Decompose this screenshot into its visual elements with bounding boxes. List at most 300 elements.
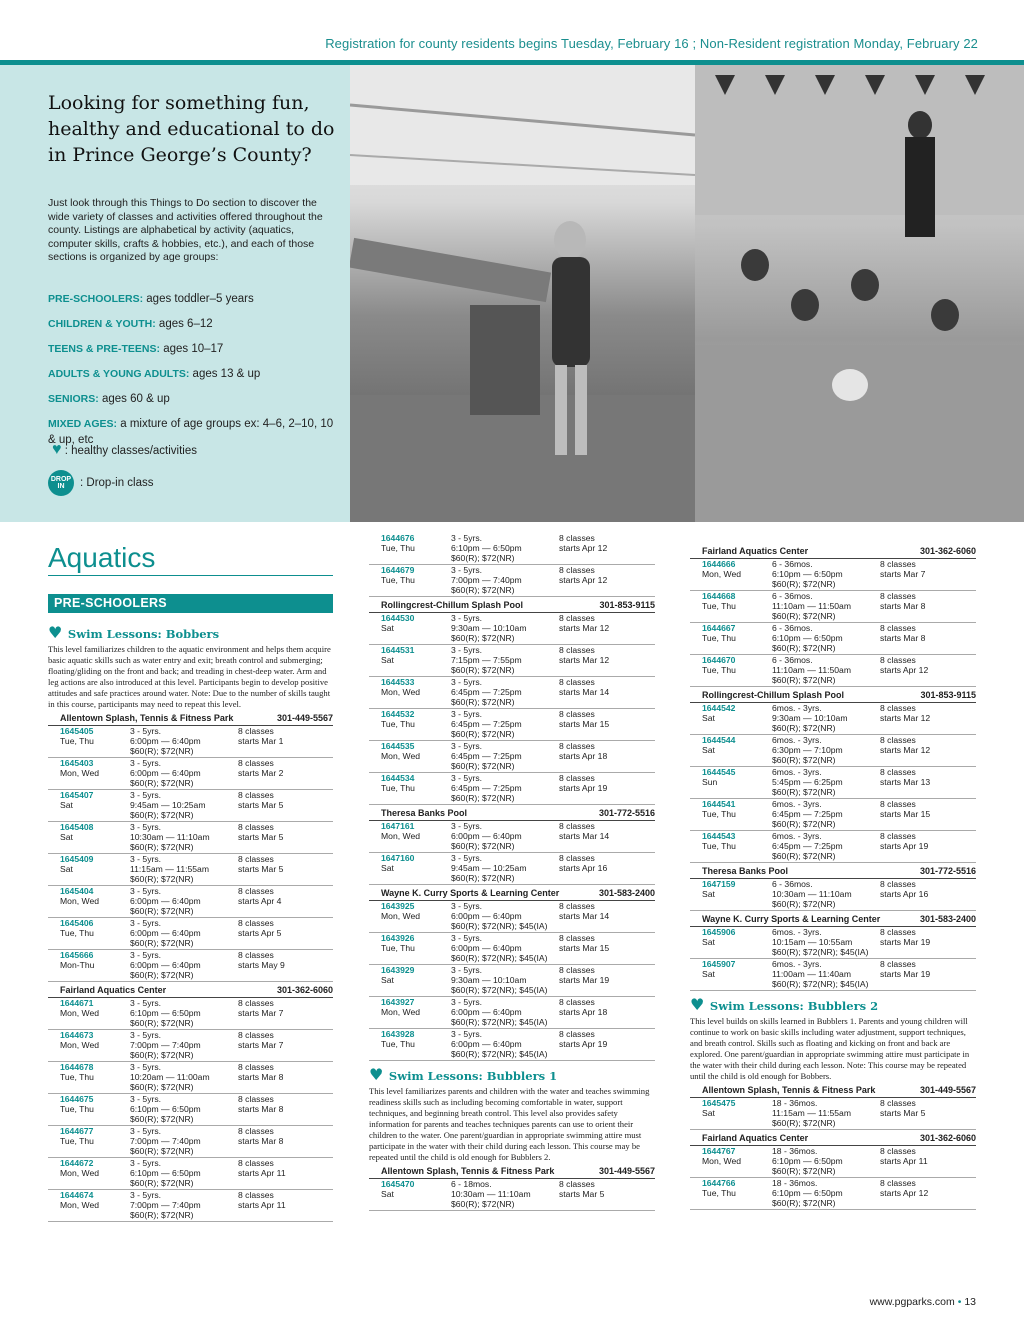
class-listing [690, 959, 976, 991]
class-listing [690, 799, 976, 831]
class-fee: $60(R); $72(NR); $45(IA) [451, 953, 548, 963]
class-days: Sat [381, 975, 394, 985]
class-listing [369, 709, 655, 741]
class-spacer [238, 842, 333, 852]
class-time: 7:00pm — 7:40pm [130, 1040, 201, 1050]
class-time: 9:30am — 10:10am [772, 713, 848, 723]
class-spacer [238, 1050, 333, 1060]
class-spacer [238, 1018, 333, 1028]
class-start: starts Mar 19 [559, 975, 610, 985]
class-start: starts Apr 16 [880, 889, 929, 899]
class-count: 8 classes [880, 1178, 916, 1188]
class-spacer [60, 1210, 130, 1220]
class-days: Tue, Thu [702, 601, 736, 611]
class-spacer [381, 1017, 451, 1027]
class-count: 8 classes [559, 533, 595, 543]
class-start: starts Apr 19 [559, 1039, 608, 1049]
class-time: 7:00pm — 7:40pm [130, 1136, 201, 1146]
class-age: 3 - 5yrs. [130, 1158, 162, 1168]
class-fee: $60(R); $72(NR) [772, 787, 836, 797]
location-name: Fairland Aquatics Center [60, 985, 167, 995]
class-spacer [880, 1166, 976, 1176]
class-fee: $60(R); $72(NR) [772, 851, 836, 861]
class-spacer [238, 1146, 333, 1156]
location-name: Allentown Splash, Tennis & Fitness Park [702, 1085, 876, 1095]
class-spacer [702, 1166, 772, 1176]
class-time: 5:45pm — 6:25pm [772, 777, 843, 787]
class-id: 1644674 [60, 1190, 94, 1200]
class-start: starts May 9 [238, 960, 285, 970]
class-heading-text: Swim Lessons: Bubblers 1 [388, 1069, 558, 1083]
class-id: 1644670 [702, 655, 736, 665]
class-time: 6:30pm — 7:10pm [772, 745, 843, 755]
class-time: 6:45pm — 7:25pm [451, 687, 522, 697]
class-count: 8 classes [238, 1030, 274, 1040]
class-listing [369, 853, 655, 885]
class-spacer [880, 1198, 976, 1208]
class-count: 8 classes [238, 1126, 274, 1136]
class-spacer [880, 819, 976, 829]
class-fee: $60(R); $72(NR) [451, 873, 515, 883]
class-spacer [559, 793, 655, 803]
class-fee: $60(R); $72(NR) [130, 1146, 194, 1156]
class-listing [48, 1126, 333, 1158]
class-age: 3 - 5yrs. [451, 773, 483, 783]
location-header [48, 985, 333, 998]
class-listing [48, 950, 333, 982]
class-days: Sat [702, 745, 715, 755]
class-start: starts Apr 11 [880, 1156, 928, 1166]
class-id: 1645407 [60, 790, 94, 800]
class-spacer [702, 1118, 772, 1128]
class-fee: $60(R); $72(NR) [130, 1018, 194, 1028]
class-spacer [381, 841, 451, 851]
class-start: starts Apr 19 [559, 783, 608, 793]
class-time: 6:00pm — 6:40pm [451, 1039, 522, 1049]
class-time: 9:45am — 10:25am [130, 800, 206, 810]
class-count: 8 classes [559, 1029, 595, 1039]
class-spacer [559, 633, 655, 643]
class-spacer [381, 553, 451, 563]
class-count: 8 classes [238, 918, 274, 928]
class-count: 8 classes [238, 822, 274, 832]
class-fee: $60(R); $72(NR) [130, 970, 194, 980]
class-start: starts Mar 1 [238, 736, 284, 746]
class-listing [48, 998, 333, 1030]
class-days: Mon, Wed [381, 1007, 421, 1017]
age-group-item [48, 341, 338, 357]
age-group-item [48, 316, 338, 332]
class-days: Sat [702, 937, 715, 947]
class-id: 1644531 [381, 645, 415, 655]
class-count: 8 classes [238, 758, 274, 768]
class-age: 3 - 5yrs. [451, 997, 483, 1007]
class-id: 1647159 [702, 879, 736, 889]
class-days: Mon, Wed [702, 1156, 742, 1166]
class-count: 8 classes [880, 591, 916, 601]
class-spacer [381, 697, 451, 707]
hero-body: Just look through this Things to Do section to discover the wide variety of classes and activities offered throughout the county. Listings are alphabetical by activity (aquatics, computer skills, crafts & hobbies, etc.), and each of those sections is organized by age groups: [48, 197, 323, 263]
class-days: Sun [702, 777, 718, 787]
class-start: starts Mar 12 [880, 745, 931, 755]
class-time: 6:00pm — 6:40pm [451, 911, 522, 921]
class-time: 6:00pm — 6:40pm [451, 831, 522, 841]
class-age: 3 - 5yrs. [451, 709, 483, 719]
class-age: 6mos. - 3yrs. [772, 767, 822, 777]
class-spacer [559, 841, 655, 851]
class-spacer [60, 778, 130, 788]
swimming-photo [695, 65, 1024, 522]
class-id: 1645475 [702, 1098, 736, 1108]
class-time: 10:30am — 11:10am [772, 889, 852, 899]
class-start: starts Mar 5 [559, 1189, 605, 1199]
footer-separator: • [957, 1296, 962, 1308]
class-spacer [880, 979, 976, 989]
class-id: 1644535 [381, 741, 415, 751]
class-start: starts Apr 12 [880, 665, 929, 675]
class-spacer [702, 899, 772, 909]
class-fee: $60(R); $72(NR) [130, 1210, 194, 1220]
class-spacer [559, 729, 655, 739]
class-id: 1644532 [381, 709, 415, 719]
class-listing [48, 1190, 333, 1222]
class-count: 8 classes [880, 799, 916, 809]
class-heading [369, 1065, 655, 1084]
class-count: 8 classes [238, 790, 274, 800]
class-days: Mon, Wed [702, 569, 742, 579]
class-listing [48, 886, 333, 918]
class-start: starts Mar 19 [880, 937, 931, 947]
class-listing [690, 655, 976, 687]
class-spacer [381, 633, 451, 643]
class-start: starts Apr 12 [880, 1188, 929, 1198]
class-spacer [880, 787, 976, 797]
page-footer [870, 1296, 976, 1308]
class-listing [48, 1158, 333, 1190]
class-days: Sat [381, 863, 394, 873]
class-days: Tue, Thu [60, 1136, 94, 1146]
class-age: 6 - 36mos. [772, 655, 813, 665]
class-spacer [702, 643, 772, 653]
class-id: 1645406 [60, 918, 94, 928]
class-id: 1644544 [702, 735, 736, 745]
class-count: 8 classes [880, 703, 916, 713]
class-id: 1645409 [60, 854, 94, 864]
class-fee: $60(R); $72(NR) [451, 665, 515, 675]
class-fee: $60(R); $72(NR) [130, 906, 194, 916]
class-heading [48, 623, 333, 642]
class-days: Tue, Thu [702, 809, 736, 819]
class-id: 1643925 [381, 901, 415, 911]
class-spacer [880, 755, 976, 765]
class-listing [369, 901, 655, 933]
class-start: starts Apr 18 [559, 751, 608, 761]
class-days: Mon-Thu [60, 960, 95, 970]
class-count: 8 classes [238, 854, 274, 864]
class-start: starts Mar 12 [559, 623, 610, 633]
class-id: 1647160 [381, 853, 415, 863]
class-age: 3 - 5yrs. [451, 821, 483, 831]
class-time: 6:45pm — 7:25pm [772, 809, 843, 819]
class-start: starts Mar 7 [880, 569, 926, 579]
class-days: Tue, Thu [381, 719, 415, 729]
class-start: starts Mar 5 [238, 832, 284, 842]
location-phone: 301-362-6060 [919, 546, 976, 556]
class-id: 1644666 [702, 559, 736, 569]
class-listing [369, 1029, 655, 1061]
class-time: 11:10am — 11:50am [772, 665, 851, 675]
class-listing [690, 1178, 976, 1210]
class-spacer [60, 1114, 130, 1124]
class-listing [690, 591, 976, 623]
class-listing [690, 703, 976, 735]
age-group-range: ages 60 & up [98, 393, 170, 405]
location-phone: 301-449-5567 [919, 1085, 976, 1095]
class-listing [48, 758, 333, 790]
age-group-label: MIXED AGES: [48, 418, 118, 430]
class-start: starts Mar 19 [880, 969, 931, 979]
class-spacer [60, 938, 130, 948]
class-age: 3 - 5yrs. [130, 1062, 162, 1072]
class-start: starts Mar 14 [559, 831, 610, 841]
class-id: 1644542 [702, 703, 736, 713]
class-start: starts Apr 4 [238, 896, 282, 906]
class-spacer [381, 873, 451, 883]
class-id: 1644543 [702, 831, 736, 841]
class-listing [369, 533, 655, 565]
class-days: Tue, Thu [381, 1039, 415, 1049]
class-spacer [381, 793, 451, 803]
class-spacer [381, 665, 451, 675]
class-id: 1644534 [381, 773, 415, 783]
class-days: Mon, Wed [60, 768, 100, 778]
location-phone: 301-583-2400 [919, 914, 976, 924]
class-spacer [60, 906, 130, 916]
class-spacer [238, 938, 333, 948]
class-time: 9:30am — 10:10am [451, 623, 527, 633]
class-time: 6:45pm — 7:25pm [451, 719, 522, 729]
location-header [369, 600, 655, 613]
class-listing [48, 1062, 333, 1094]
class-count: 8 classes [559, 677, 595, 687]
class-count: 8 classes [559, 645, 595, 655]
class-fee: $60(R); $72(NR) [451, 841, 515, 851]
class-spacer [880, 579, 976, 589]
class-time: 6:10pm — 6:50pm [130, 1168, 201, 1178]
class-listing [690, 623, 976, 655]
class-spacer [702, 675, 772, 685]
age-group-range: ages 10–17 [160, 343, 224, 355]
class-start: starts Mar 5 [238, 800, 284, 810]
class-spacer [381, 729, 451, 739]
class-time: 6:10pm — 6:50pm [772, 633, 843, 643]
gymnastics-photo [350, 65, 695, 522]
location-header [690, 1133, 976, 1146]
class-days: Tue, Thu [381, 943, 415, 953]
class-age: 18 - 36mos. [772, 1178, 818, 1188]
class-start: starts Apr 18 [559, 1007, 608, 1017]
class-spacer [880, 947, 976, 957]
class-fee: $60(R); $72(NR) [130, 746, 194, 756]
registration-notice: Registration for county residents begins Tuesday, February 16 ; Non-Resident registration Monday, February 22 [325, 36, 978, 51]
class-spacer [238, 1114, 333, 1124]
location-name: Allentown Splash, Tennis & Fitness Park [60, 713, 234, 723]
class-listing [48, 1030, 333, 1062]
class-spacer [238, 810, 333, 820]
class-start: starts Mar 15 [880, 809, 931, 819]
class-age: 3 - 5yrs. [451, 565, 483, 575]
class-spacer [559, 697, 655, 707]
class-id: 1645470 [381, 1179, 415, 1189]
class-fee: $60(R); $72(NR) [130, 778, 194, 788]
class-spacer [381, 921, 451, 931]
section-title: Aquatics [48, 542, 156, 573]
class-listing [48, 1094, 333, 1126]
class-start: starts Mar 15 [559, 719, 610, 729]
location-name: Rollingcrest-Chillum Splash Pool [381, 600, 524, 610]
class-start: starts Mar 7 [238, 1040, 284, 1050]
class-start: starts Mar 8 [238, 1104, 284, 1114]
class-days: Sat [702, 889, 715, 899]
class-time: 7:15pm — 7:55pm [451, 655, 522, 665]
class-count: 8 classes [559, 965, 595, 975]
class-days: Sat [702, 969, 715, 979]
class-days: Mon, Wed [60, 1168, 100, 1178]
class-id: 1643927 [381, 997, 415, 1007]
class-days: Tue, Thu [702, 1188, 736, 1198]
class-start: starts Mar 8 [880, 601, 926, 611]
class-age: 3 - 5yrs. [130, 854, 162, 864]
class-start: starts Apr 11 [238, 1200, 286, 1210]
class-start: starts Apr 19 [880, 841, 929, 851]
class-listing [48, 790, 333, 822]
class-listing [369, 677, 655, 709]
class-id: 1644675 [60, 1094, 94, 1104]
class-fee: $60(R); $72(NR) [130, 1050, 194, 1060]
age-group-band: PRE-SCHOOLERS [48, 594, 333, 613]
class-fee: $60(R); $72(NR) [130, 1178, 194, 1188]
class-spacer [60, 810, 130, 820]
location-name: Allentown Splash, Tennis & Fitness Park [381, 1166, 555, 1176]
age-group-range: ages toddler–5 years [143, 293, 254, 305]
class-count: 8 classes [880, 959, 916, 969]
class-id: 1645405 [60, 726, 94, 736]
location-phone: 301-449-5567 [598, 1166, 655, 1176]
age-group-range: ages 6–12 [155, 318, 213, 330]
class-age: 3 - 5yrs. [451, 933, 483, 943]
class-time: 10:20am — 11:00am [130, 1072, 210, 1082]
location-phone: 301-853-9115 [599, 600, 655, 610]
legend-healthy [52, 441, 197, 459]
class-listing [48, 854, 333, 886]
class-listing [690, 1098, 976, 1130]
class-spacer [880, 643, 976, 653]
class-count: 8 classes [238, 1094, 274, 1104]
age-group-label: PRE-SCHOOLERS: [48, 293, 144, 305]
class-fee: $60(R); $72(NR); $45(IA) [451, 1017, 548, 1027]
class-age: 3 - 5yrs. [451, 853, 483, 863]
class-time: 6:10pm — 6:50pm [772, 1188, 843, 1198]
class-fee: $60(R); $72(NR) [772, 899, 836, 909]
class-count: 8 classes [559, 933, 595, 943]
class-spacer [60, 1082, 130, 1092]
class-days: Tue, Thu [702, 633, 736, 643]
class-listing [48, 822, 333, 854]
class-time: 6:45pm — 7:25pm [451, 751, 522, 761]
class-time: 10:30am — 11:10am [451, 1189, 531, 1199]
class-fee: $60(R); $72(NR) [451, 633, 515, 643]
class-start: starts Mar 5 [880, 1108, 926, 1118]
class-spacer [60, 1146, 130, 1156]
class-listing [369, 741, 655, 773]
class-spacer [702, 851, 772, 861]
class-listing [369, 821, 655, 853]
class-spacer [381, 1049, 451, 1059]
class-start: starts Mar 12 [880, 713, 931, 723]
class-time: 6:10pm — 6:50pm [130, 1104, 201, 1114]
location-phone: 301-583-2400 [598, 888, 655, 898]
listing-column-2 [369, 533, 655, 1211]
class-spacer [880, 675, 976, 685]
class-start: starts Apr 11 [238, 1168, 286, 1178]
class-spacer [60, 746, 130, 756]
class-time: 6:00pm — 6:40pm [451, 1007, 522, 1017]
class-count: 8 classes [559, 565, 595, 575]
age-group-label: TEENS & PRE-TEENS: [48, 343, 161, 355]
class-fee: $60(R); $72(NR) [451, 729, 515, 739]
class-age: 6mos. - 3yrs. [772, 831, 822, 841]
location-name: Theresa Banks Pool [702, 866, 789, 876]
class-start: starts Mar 8 [238, 1072, 284, 1082]
class-spacer [238, 778, 333, 788]
class-spacer [702, 1198, 772, 1208]
class-fee: $60(R); $72(NR) [130, 938, 194, 948]
class-id: 1644677 [60, 1126, 94, 1136]
class-days: Sat [381, 1189, 394, 1199]
class-id: 1644676 [381, 533, 415, 543]
class-heading [690, 995, 976, 1014]
class-heading-text: Swim Lessons: Bubblers 2 [709, 999, 879, 1013]
age-group-item [48, 291, 338, 307]
age-group-label: ADULTS & YOUNG ADULTS: [48, 368, 190, 380]
section-divider [48, 575, 333, 576]
class-id: 1643929 [381, 965, 415, 975]
class-count: 8 classes [880, 879, 916, 889]
class-listing [690, 831, 976, 863]
class-id: 1643926 [381, 933, 415, 943]
class-time: 11:10am — 11:50am [772, 601, 851, 611]
class-age: 18 - 36mos. [772, 1146, 818, 1156]
class-listing [369, 613, 655, 645]
class-days: Mon, Wed [381, 831, 421, 841]
class-id: 1644678 [60, 1062, 94, 1072]
class-id: 1645403 [60, 758, 94, 768]
class-age: 6mos. - 3yrs. [772, 703, 822, 713]
class-time: 6:10pm — 6:50pm [772, 1156, 843, 1166]
heart-icon: ♥ [369, 1065, 389, 1084]
location-name: Wayne K. Curry Sports & Learning Center [381, 888, 560, 898]
class-days: Mon, Wed [381, 687, 421, 697]
class-age: 3 - 5yrs. [130, 1126, 162, 1136]
class-spacer [381, 953, 451, 963]
class-days: Sat [381, 655, 394, 665]
class-start: starts Mar 13 [880, 777, 931, 787]
class-listing [690, 767, 976, 799]
class-spacer [238, 906, 333, 916]
class-days: Sat [381, 623, 394, 633]
class-spacer [880, 723, 976, 733]
class-id: 1644545 [702, 767, 736, 777]
